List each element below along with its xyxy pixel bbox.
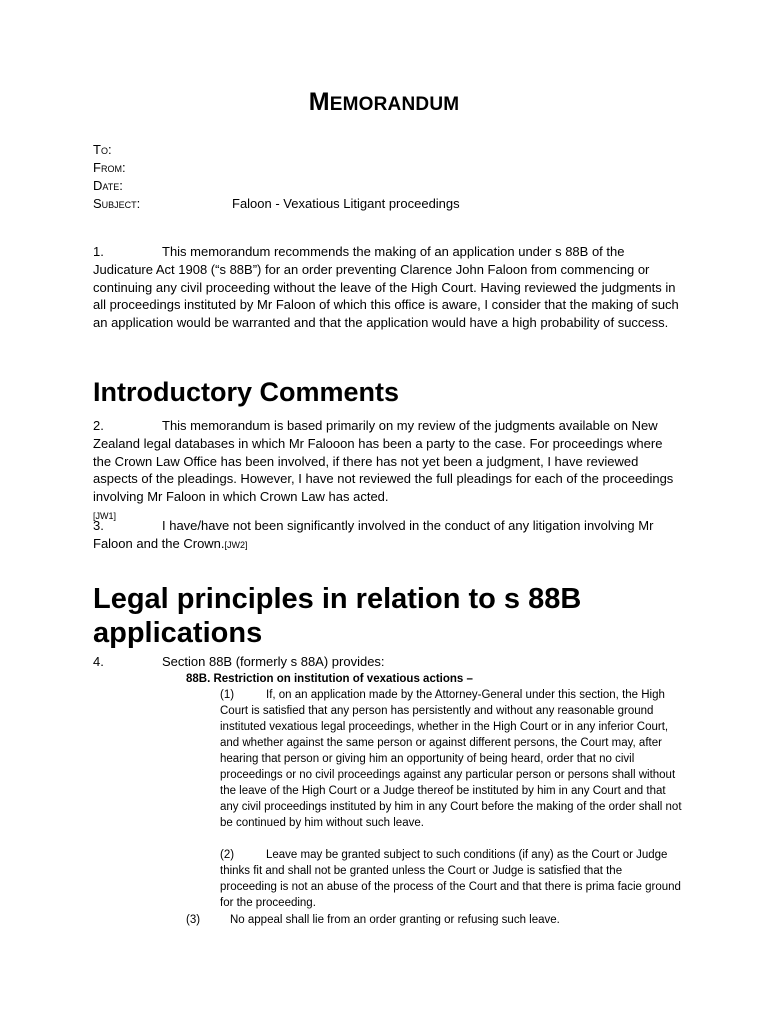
paragraph-4 — [93, 653, 683, 671]
subject-label: Subject: — [93, 196, 141, 211]
subsection-number: (2) — [220, 849, 235, 861]
date-label: Date: — [93, 178, 123, 193]
heading-introductory-comments: Introductory Comments — [93, 377, 400, 407]
to-label: To: — [93, 142, 112, 157]
subsection-text: If, on an application made by the Attorney-General under this section, the High Court is satisfied that any person has persistently and without any reasonable ground instituted vexatious legal proceedings, whether in the High Court or in any inferior Court, and whether against the same person or against different persons, the Court may, after hearing that person or giving him an opportunity of being heard, order that no civil proceedings or no civil proceedings against any particular person or persons shall without the leave of the High Court or a Judge thereof be instituted by him in any Court and that any civil proceedings instituted by him in any Court before the making of the order shall not be continued by him without such leave. — [220, 689, 682, 829]
paragraph-number: 3. — [93, 518, 104, 533]
paragraph-text: This memorandum is based primarily on my review of the judgments available on New Zealand legal databases in which Mr Falooon has been a party to the case. For proceedings where the Crown Law Office has been involved, if there has not yet been a judgment, I have reviewed aspects of the pleadings. However, I have not reviewed the full pleadings for each of the proceedings involving Mr Faloon in which Crown Law has acted. — [93, 418, 674, 505]
from-label: From: — [93, 160, 126, 175]
comment-ref-jw1: [JW1] — [93, 510, 117, 521]
paragraph-3 — [93, 517, 683, 555]
title-initial: M — [308, 88, 330, 116]
paragraph-number: 2. — [93, 418, 104, 433]
comment-ref-jw2: [JW2] — [224, 539, 248, 550]
paragraph-2 — [93, 417, 683, 526]
paragraph-text: This memorandum recommends the making of an application under s 88B of the Judicature Act 1908 (“s 88B”) for an order preventing Clarence John Faloon from commencing or continuing any civil proceeding without the leave of the High Court. Having reviewed the judgments in all proceedings instituted by Mr Faloon of which this office is aware, I consider that the making of such an application would be warranted and that the application would have a high probability of success. — [93, 244, 679, 331]
subsection-number: (3) — [186, 914, 201, 926]
paragraph-number: 1. — [93, 244, 104, 259]
paragraph-1 — [93, 243, 683, 332]
subsection-text: No appeal shall lie from an order granting or refusing such leave. — [230, 914, 560, 926]
subsection-3 — [186, 912, 560, 928]
memo-title — [0, 88, 768, 117]
paragraph-number: 4. — [93, 654, 104, 669]
paragraph-text: I have/have not been significantly involved in the conduct of any litigation involving Mr Faloon and the Crown. — [93, 518, 654, 551]
subject-value: Faloon - Vexatious Litigant proceedings — [232, 196, 460, 211]
subsection-2 — [220, 847, 682, 911]
paragraph-text: Section 88B (formerly s 88A) provides: — [162, 654, 385, 669]
section-heading-88b: 88B. Restriction on institution of vexatious actions – — [186, 673, 473, 685]
subsection-text: Leave may be granted subject to such conditions (if any) as the Court or Judge thinks fit and shall not be granted unless the Court or Judge is satisfied that the proceeding is not an abuse of the process of the Court and that there is prima facie ground for the proceeding. — [220, 849, 681, 909]
heading-legal-principles: Legal principles in relation to s 88B applications — [93, 583, 582, 649]
title-rest: EMORANDUM — [329, 94, 460, 115]
subsection-number: (1) — [220, 689, 235, 701]
subsection-1 — [220, 687, 682, 831]
